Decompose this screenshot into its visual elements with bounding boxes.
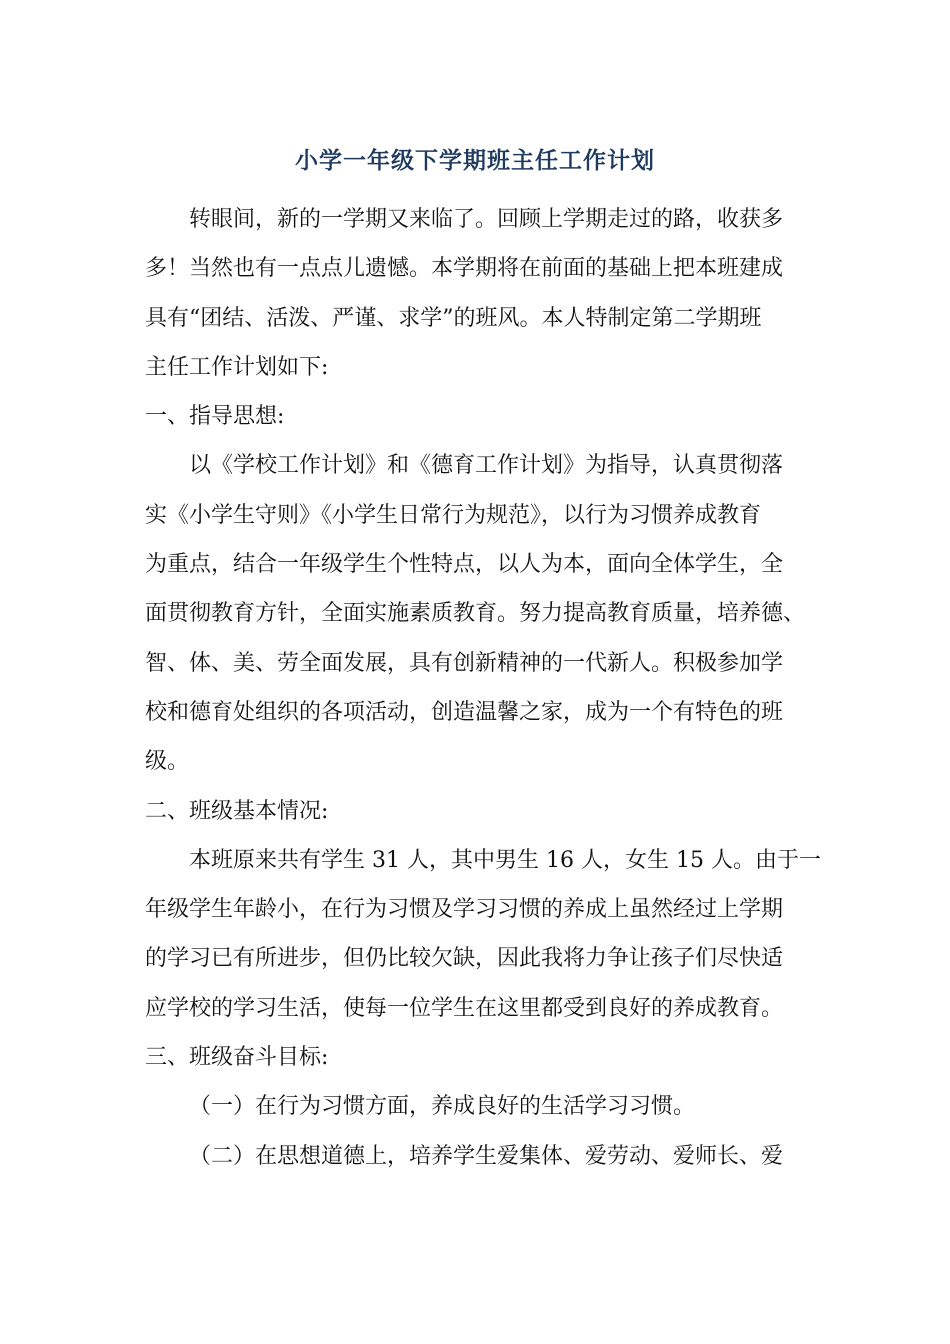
- section-heading: 三、班级奋斗目标:: [145, 1045, 329, 1071]
- paragraph-line: 校和德育处组织的各项活动，创造温馨之家，成为一个有特色的班: [145, 699, 784, 725]
- paragraph-line: 主任工作计划如下:: [145, 354, 329, 380]
- paragraph-line: 的学习已有所进步，但仍比较欠缺，因此我将力争让孩子们尽快适: [145, 946, 784, 972]
- paragraph-line: 具有“团结、活泼、严谨、求学”的班风。本人特制定第二学期班: [145, 305, 762, 331]
- paragraph-line: 智、体、美、劳全面发展，具有创新精神的一代新人。积极参加学: [145, 650, 784, 676]
- paragraph-line: 本班原来共有学生 31 人，其中男生 16 人，女生 15 人。由于一: [189, 847, 821, 873]
- document-title: 小学一年级下学期班主任工作计划: [295, 147, 655, 174]
- paragraph-line: 为重点，结合一年级学生个性特点，以人为本，面向全体学生，全: [145, 552, 784, 578]
- document-body: [145, 195, 821, 1181]
- list-item: （二）在思想道德上，培养学生爱集体、爱劳动、爱师长、爱: [189, 1143, 784, 1169]
- paragraph-line: 级。: [145, 749, 190, 775]
- paragraph-line: 实《小学生守则》《小学生日常行为规范》，以行为习惯养成教育: [145, 502, 762, 528]
- paragraph-line: 多！当然也有一点点儿遗憾。本学期将在前面的基础上把本班建成: [145, 256, 784, 282]
- paragraph-line: 转眼间，新的一学期又来临了。回顾上学期走过的路，收获多: [189, 207, 784, 232]
- paragraph-line: 应学校的学习生活，使每一位学生在这里都受到良好的养成教育。: [145, 995, 784, 1021]
- list-item: （一）在行为习惯方面，养成良好的生活学习习惯。: [189, 1094, 696, 1120]
- section-heading: 一、指导思想:: [145, 404, 285, 430]
- paragraph-line: 年级学生年龄小，在行为习惯及学习习惯的养成上虽然经过上学期: [145, 897, 784, 923]
- section-heading: 二、班级基本情况:: [145, 798, 329, 824]
- paragraph-line: 以《学校工作计划》和《德育工作计划》为指导，认真贯彻落: [189, 453, 784, 479]
- paragraph-line: 面贯彻教育方针，全面实施素质教育。努力提高教育质量，培养德、: [145, 601, 806, 627]
